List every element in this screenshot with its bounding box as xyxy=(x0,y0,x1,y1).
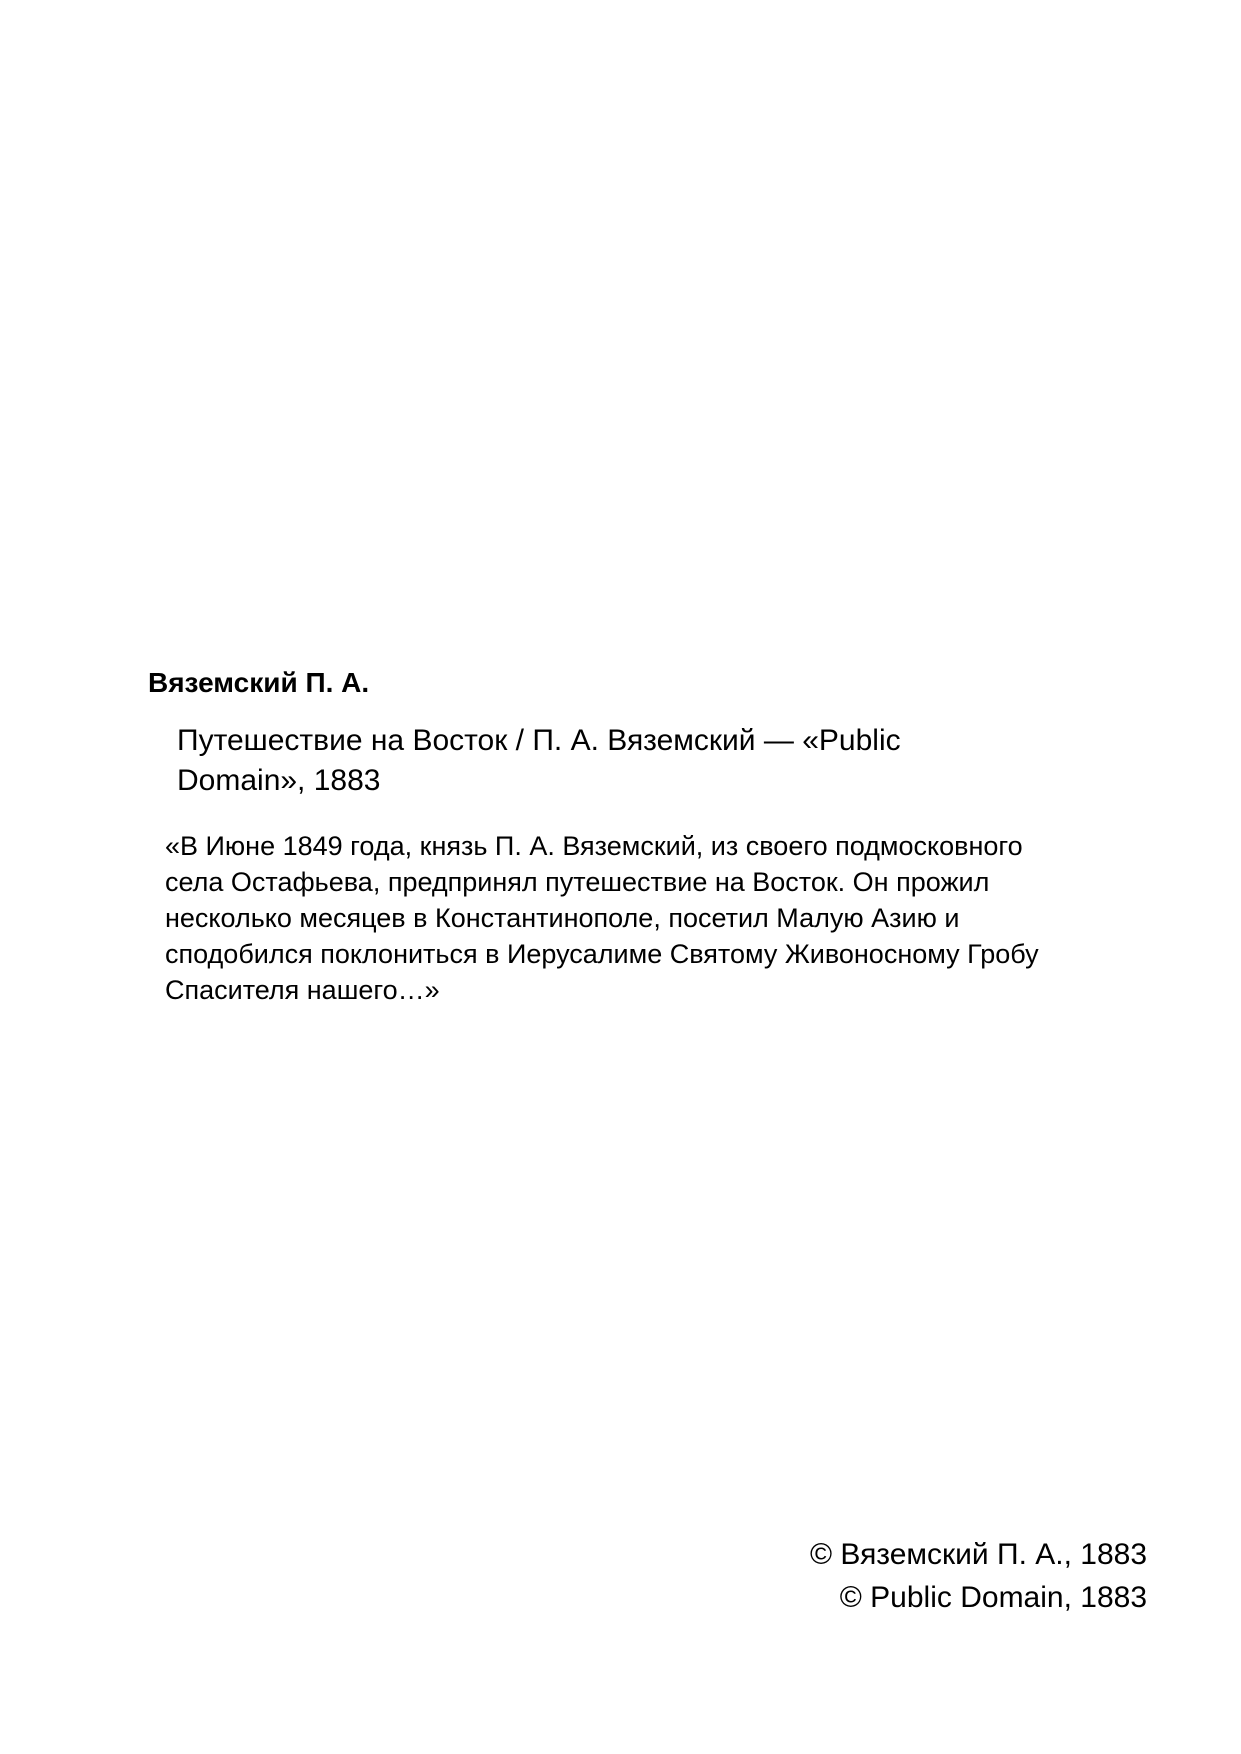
annotation-text xyxy=(165,828,1145,1008)
copyright-public-domain: © Public Domain, 1883 xyxy=(839,1581,1147,1614)
annotation-line: села Остафьева, предпринял путешествие на Восток. Он прожил xyxy=(165,867,990,897)
annotation-line: сподобился поклониться в Иерусалиме Святому Живоносному Гробу xyxy=(165,939,1039,969)
bibliographic-line: Путешествие на Восток / П. А. Вяземский — «Public xyxy=(177,724,901,757)
copyright-block xyxy=(810,1533,1147,1619)
author-heading: Вяземский П. А. xyxy=(148,667,370,698)
copyright-author: © Вяземский П. А., 1883 xyxy=(809,1538,1147,1571)
annotation-line: «В Июне 1849 года, князь П. А. Вяземский, из своего подмосковного xyxy=(165,831,1023,861)
annotation-line: Спасителя нашего…» xyxy=(165,975,440,1005)
annotation-line: несколько месяцев в Константинополе, посетил Малую Азию и xyxy=(165,903,960,933)
bibliographic-line: Domain», 1883 xyxy=(177,764,381,797)
bibliographic-entry xyxy=(177,721,1077,801)
